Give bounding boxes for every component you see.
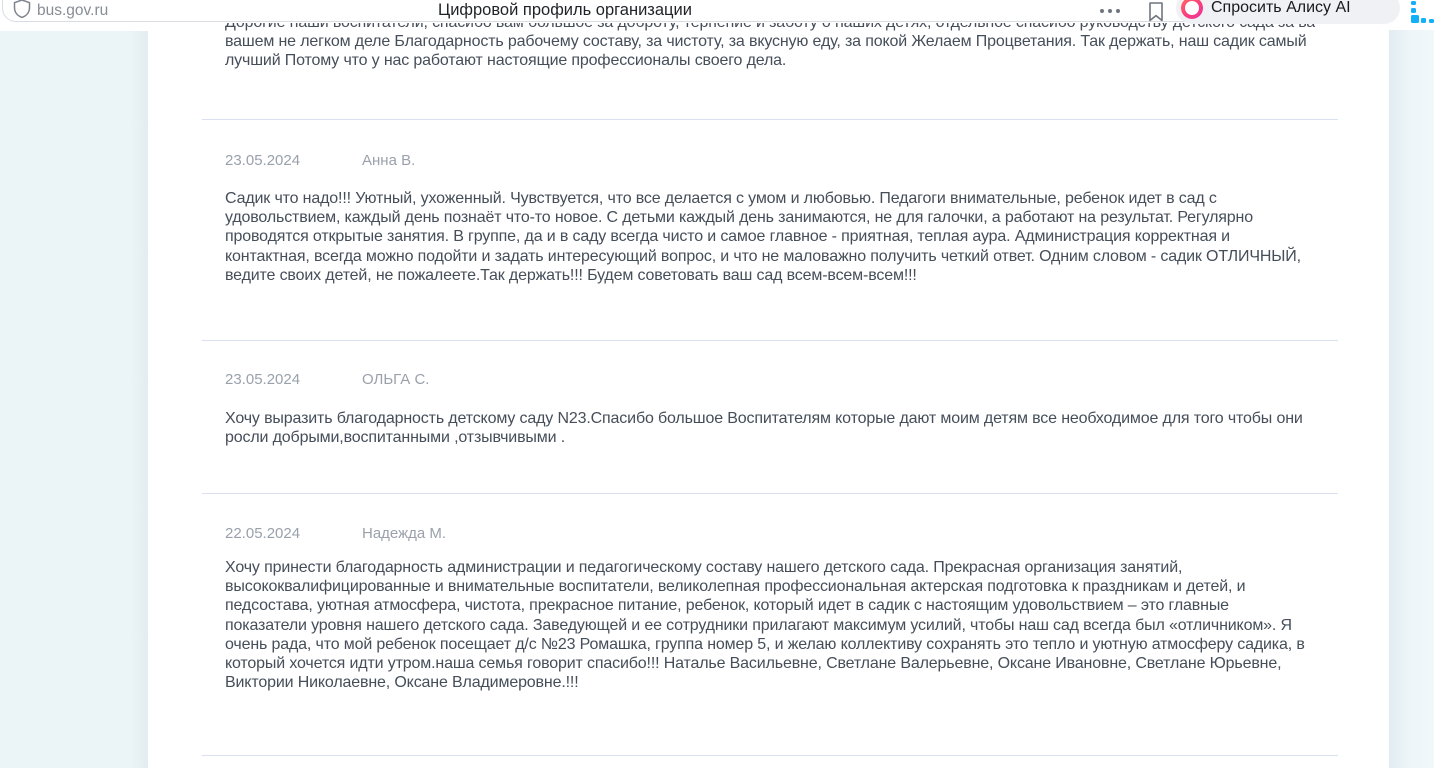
review-divider: [202, 755, 1338, 756]
review-meta: [225, 151, 415, 170]
address-bar[interactable]: [2, 0, 1240, 22]
review-text: Хочу выразить благодарность детскому саду N23.Спасибо большое Воспитателям которые дают моим детям все необходимое для того чтобы они росли добрыми,воспитанными ,отзывчивыми .: [225, 410, 1303, 447]
review-author: Надежда М.: [362, 525, 447, 542]
more-options-icon[interactable]: [1100, 9, 1104, 13]
ask-alice-button[interactable]: [1176, 0, 1400, 24]
review-text: Хочу принести благодарность администрации и педагогическому составу нашего детского сада. Прекрасная организация занятий, высококвалифицированные и внимательные воспитатели, великолепная профессиональная актерская подготовка к праздникам и детей, и педсостава, уютная атмосфера, чистота, прекрасное питание, ребенок, который идет в садик с настоящим удовольствием – это главные показатели уровня нашего детского сада. Заведующей и ее сотрудники прилагают максимум усилий, чтобы наш сад всегда был «отличником». Я очень рада, что мой ребенок посещает д/с №23 Ромашка, группа номер 5, и желаю коллективу сохранять это тепло и уютную атмосферу садика, в который хочется идти утром.наша семья говорит спасибо!!! Наталье Васильевне, Светлане Валерьевне, Оксане Ивановне, Светлане Юрьевне, Виктории Николаевне, Оксане Владимеровне.!!!: [225, 559, 1305, 692]
review-author: ОЛЬГА С.: [362, 371, 430, 388]
review-author: Анна В.: [362, 152, 416, 169]
bookmark-icon[interactable]: [1148, 2, 1164, 22]
protect-shield-icon[interactable]: [13, 0, 31, 19]
review-divider: [202, 119, 1338, 120]
left-sidebar-background: [0, 31, 148, 768]
review-divider: [202, 340, 1338, 341]
right-page-background: [1389, 30, 1434, 768]
review-meta: [225, 370, 429, 389]
reviews-list: [202, 0, 1338, 768]
browser-chrome: [0, 0, 1434, 23]
review-meta: [225, 524, 446, 543]
alice-logo-icon: [1181, 0, 1203, 19]
review-divider: [202, 493, 1338, 494]
review-date: 23.05.2024: [225, 152, 301, 169]
page-title: Цифровой профиль организации: [438, 1, 692, 19]
review-date: 22.05.2024: [225, 525, 301, 542]
yandex-sidebar-icon[interactable]: [1411, 1, 1434, 23]
address-bar-domain: bus.gov.ru: [37, 2, 109, 19]
review-text-partial: вашем не легком деле Благодарность рабочему составу, за чистоту, за вкусную еду, за покой Желаем Процветания. Так держать, наш садик самый лучший Потому что у нас работают настоящие профессионалы своего дела.: [225, 33, 1307, 70]
review-text: Садик что надо!!! Уютный, ухоженный. Чувствуется, что все делается с умом и любовью. Педагоги внимательные, ребенок идет в сад с удовольствием, каждый день познаёт что-то новое. С детьми каждый день занимаются, не для галочки, а работают на результат. Регулярно проводятся открытые занятия. В группе, да и в саду всегда чисто и самое главное - приятная, теплая аура. Администрация корректная и контактная, всегда можно подойти и задать интересующий вопрос, и что не маловажно получить четкий ответ. Одним словом - садик ОТЛИЧНЫЙ, ведите своих детей, не пожалеете.Так держать!!! Будем советовать ваш сад всем-всем-всем!!!: [225, 190, 1301, 284]
review-date: 23.05.2024: [225, 371, 301, 388]
ask-alice-label: Спросить Алису AI: [1211, 0, 1351, 16]
